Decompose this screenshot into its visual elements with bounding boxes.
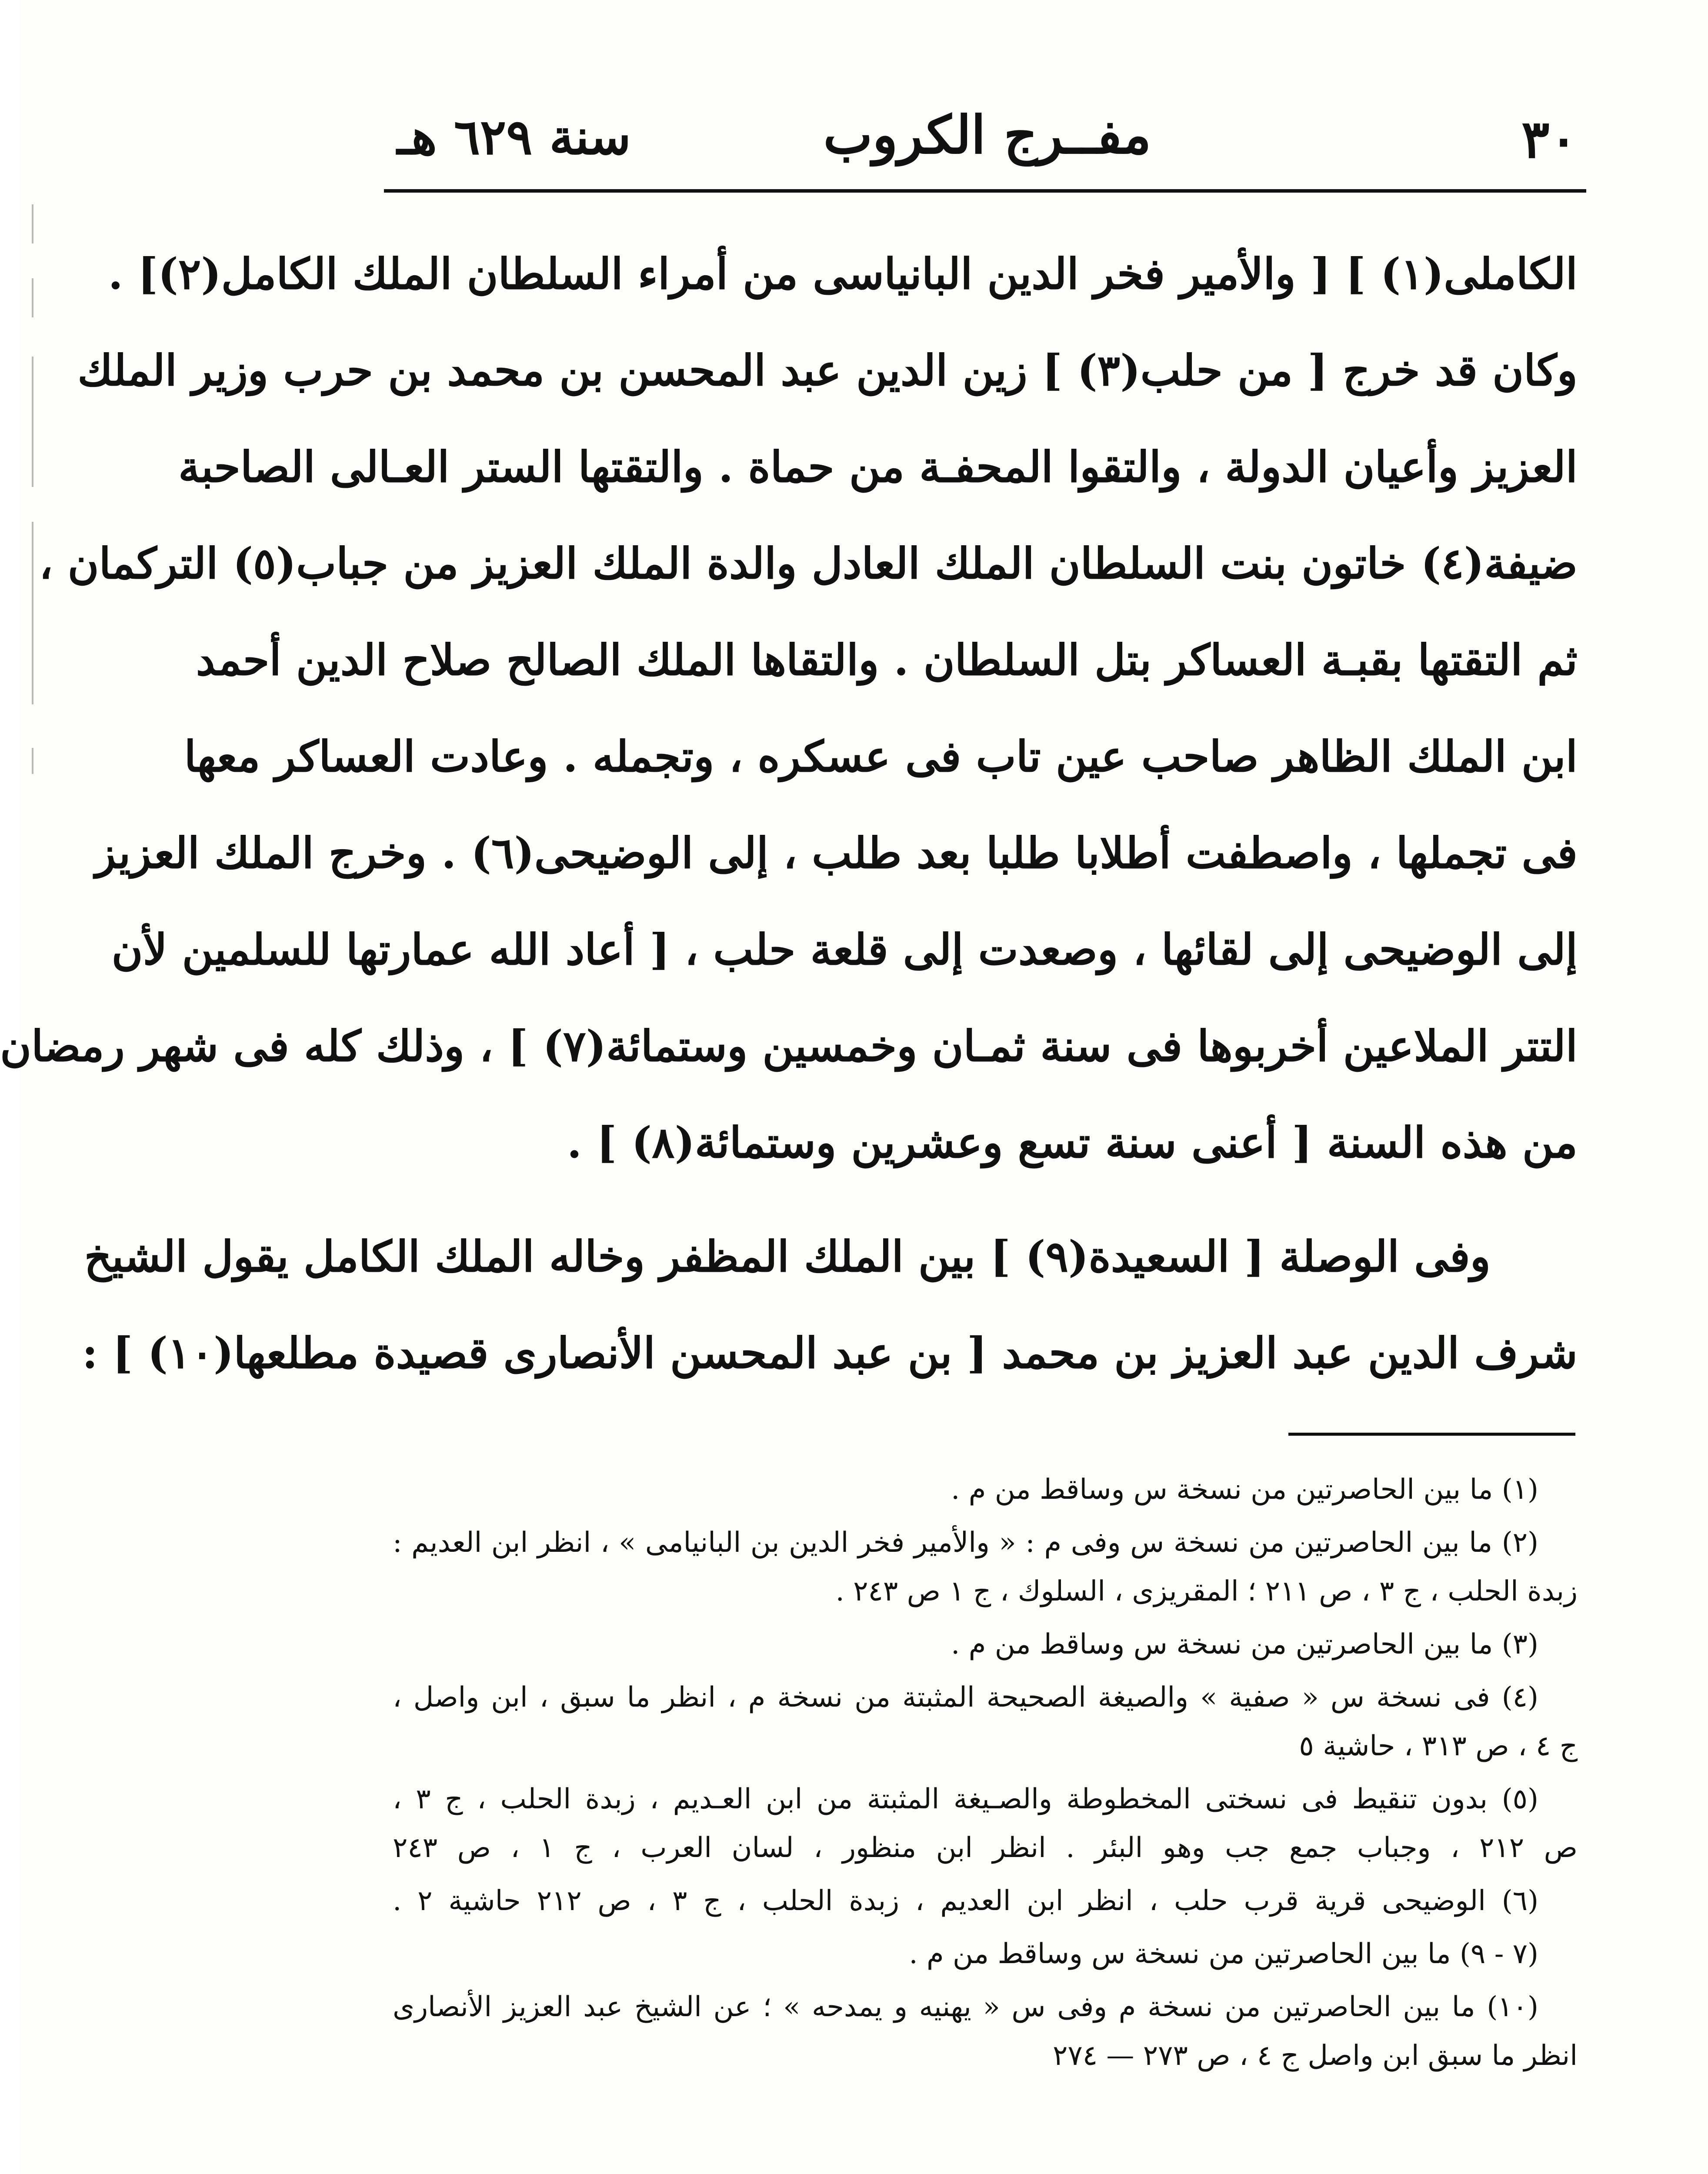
text-line: فى تجملها ، واصطفت أطلابا طلبا بعد طلب ، إلى الوضيحى(٦) . وخرج الملك العزيز xyxy=(95,828,1578,878)
footnote-line: ص ٢١٢ ، وجباب جمع جب وهو البئر . انظر ابن منظور ، لسان العرب ، ج ١ ، ص ٢٤٣ xyxy=(393,1832,1578,1864)
page-number: ٣٠ xyxy=(1521,109,1578,170)
text-line: التتر الملاعين أخربوها فى سنة ثمـان وخمسين وستمائة(٧) ] ، وذلك كله فى شهر رمضان xyxy=(0,1021,1578,1071)
footnote-line: (٧ - ٩) ما بين الحاصرتين من نسخة س وساقط من م . xyxy=(909,1938,1538,1970)
footnote xyxy=(393,1983,1578,2080)
footnote-divider xyxy=(1288,1433,1575,1436)
scan-mark xyxy=(32,278,33,317)
footnote-line: انظر ما سبق ابن واصل ج ٤ ، ص ٢٧٣ — ٢٧٤ xyxy=(1052,2040,1578,2072)
main-text xyxy=(0,226,1578,1402)
footnote xyxy=(393,1775,1578,1872)
footnote-line: (٢) ما بين الحاصرتين من نسخة س وفى م : « والأمير فخر الدين بن البانيامى » ، انظر ابن العديم : xyxy=(393,1527,1538,1559)
scan-mark xyxy=(32,522,33,704)
footnote-line: (٦) الوضيحى قرية قرب حلب ، انظر ابن العديم ، زبدة الحلب ، ج ٣ ، ص ٢١٢ حاشية ٢ . xyxy=(393,1885,1539,1917)
footnote xyxy=(393,1877,1578,1925)
scan-mark xyxy=(32,748,33,774)
text-line: إلى الوضيحى إلى لقائها ، وصعدت إلى قلعة حلب ، [ أعاد الله عمارتها للسلمين لأن xyxy=(111,925,1578,975)
text-line: وكان قد خرج [ من حلب(٣) ] زين الدين عبد المحسن بن محمد بن حرب وزير الملك xyxy=(77,346,1578,396)
text-line: ابن الملك الظاهر صاحب عين تاب فى عسكره ، وتجمله . وعادت العساكر معها xyxy=(184,732,1578,782)
footnote-line: (٤) فى نسخة س « صفية » والصيغة الصحيحة المثبتة من نسخة م ، انظر ما سبق ، ابن واصل ، xyxy=(393,1681,1538,1714)
footnote-line: ج ٤ ، ص ٣١٣ ، حاشية ٥ xyxy=(1299,1730,1578,1762)
text-line: ثم التقتها بقبـة العساكر بتل السلطان . والتقاها الملك الصالح صلاح الدين أحمد xyxy=(196,635,1578,685)
footnote xyxy=(393,1518,1578,1616)
text-line: شرف الدين عبد العزيز بن محمد [ بن عبد المحسن الأنصارى قصيدة مطلعها(١٠) ] : xyxy=(82,1328,1578,1378)
header-year: سنة ٦٢٩ هـ xyxy=(397,109,631,166)
text-line: العزيز وأعيان الدولة ، والتقوا المحفـة من حماة . والتقتها الستر العـالى الصاحبة xyxy=(178,442,1578,492)
header-divider xyxy=(384,189,1586,193)
footnote-line: (١٠) ما بين الحاصرتين من نسخة م وفى س « يهنيه و يمدحه » ؛ عن الشيخ عبد العزيز الأنصارى xyxy=(393,1991,1539,2023)
book-title: مفــرج الكروب xyxy=(823,104,1151,166)
footnote xyxy=(393,1620,1578,1669)
footnote-line: (٥) بدون تنقيط فى نسختى المخطوطة والصـيغة المثبتة من ابن العـديم ، زبدة الحلب ، ج ٣ ، xyxy=(393,1783,1539,1815)
page-header xyxy=(397,104,1578,183)
footnotes xyxy=(393,1465,1578,2084)
footnote-line: (١) ما بين الحاصرتين من نسخة س وساقط من م . xyxy=(951,1474,1538,1506)
scan-mark xyxy=(32,204,33,243)
footnote xyxy=(393,1673,1578,1771)
text-line: وفى الوصلة [ السعيدة(٩) ] بين الملك المظفر وخاله الملك الكامل يقول الشيخ xyxy=(84,1232,1491,1282)
footnote xyxy=(393,1465,1578,1514)
scan-mark xyxy=(32,357,33,487)
footnote xyxy=(393,1930,1578,1978)
footnote-line: (٣) ما بين الحاصرتين من نسخة س وساقط من م . xyxy=(951,1628,1538,1661)
footnote-line: زبدة الحلب ، ج ٣ ، ص ٢١١ ؛ المقريزى ، السلوك ، ج ١ ص ٢٤٣ . xyxy=(835,1575,1578,1607)
text-line: من هذه السنة [ أعنى سنة تسع وعشرين وستمائة(٨) ] . xyxy=(567,1118,1578,1168)
text-line: ضيفة(٤) خاتون بنت السلطان الملك العادل والدة الملك العزيز من جباب(٥) التركمان ، xyxy=(39,539,1578,589)
text-line: الكاملى(١) ] [ والأمير فخر الدين البانياسى من أمراء السلطان الملك الكامل(٢)] . xyxy=(108,249,1578,299)
